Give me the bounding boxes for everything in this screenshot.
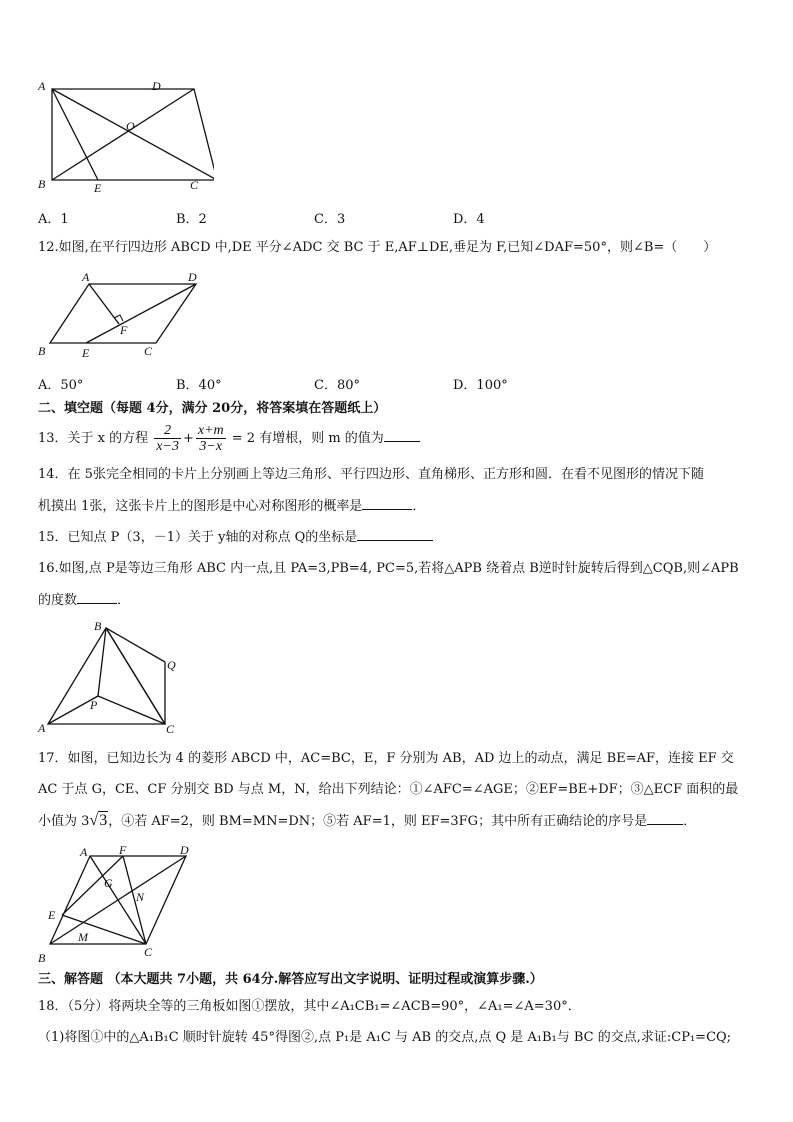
q16-answer-blank	[77, 591, 117, 604]
q13-fraction-1	[154, 423, 181, 454]
q11-option-d: D．4	[453, 212, 485, 227]
q17-line-3-pre: 小值为 3	[38, 814, 90, 829]
label-d: D	[188, 270, 197, 284]
label-m: M	[78, 930, 88, 944]
q13-fraction-2	[196, 423, 226, 454]
q12-option-c: C．80°	[314, 378, 360, 393]
q12-text: 12.如图,在平行四边形 ABCD 中,DE 平分∠ADC 交 BC 于 E,AF⊥DE,垂足为 F,已知∠DAF=50°，则∠B=（ ）	[38, 240, 717, 255]
label-q: Q	[167, 658, 176, 672]
diagonal-ac	[52, 89, 214, 180]
q14-answer-blank	[362, 497, 412, 510]
label-a: A	[82, 270, 90, 284]
label-a: A	[80, 845, 88, 859]
label-o: O	[126, 119, 135, 133]
section-2-title: 二、填空题（每题 4分，满分 20分，将答案填在答题纸上）	[38, 401, 387, 416]
q16-line-2-text: 的度数	[38, 593, 78, 608]
segment-ce	[62, 915, 146, 944]
label-d: D	[180, 843, 189, 857]
figure-q16	[34, 616, 194, 740]
label-c: C	[166, 722, 175, 736]
q18-line-1: 18．（5分）将两块全等的三角板如图①摆放，其中∠A₁CB₁=∠ACB=90°，∠A₁=∠A=30°．	[38, 999, 581, 1014]
q11-option-c: C．3	[314, 212, 346, 227]
q17-answer-blank	[647, 812, 683, 825]
label-c: C	[144, 945, 153, 959]
label-d: D	[152, 79, 161, 93]
q16-line-2	[38, 591, 130, 610]
label-b: B	[38, 177, 46, 191]
q16-end: ．	[117, 593, 131, 608]
q14-line-2-text: 机摸出 1张，这张卡片上的图形是中心对称图形的概率是	[38, 499, 363, 514]
q17-line-2: AC 于点 G，CE、CF 分别交 BD 与点 M，N，给出下列结论：①∠AFC=∠AGE；②EF=BE+DF；③△ECF 面积的最	[38, 782, 739, 797]
q13	[38, 421, 420, 457]
q18-line-2: （1)将图①中的△A₁B₁C 顺时针旋转 45°得图②,点 P₁是 A₁C 与 AB 的交点,点 Q 是 A₁B₁与 BC 的交点,求证:CP₁=CQ;	[38, 1030, 732, 1045]
q13-prefix: 13．关于 x 的方程	[38, 431, 149, 446]
figure-q11	[34, 78, 214, 198]
label-e: E	[48, 908, 56, 922]
triangle-abc	[48, 628, 165, 724]
q13-frac2-numerator: x+m	[197, 423, 224, 438]
q14-line-1: 14．在 5张完全相同的卡片上分别画上等边三角形、平行四边形、直角梯形、正方形和圆．在看不见图形的情况下随	[38, 467, 704, 482]
segment-bq	[106, 628, 165, 662]
q12-option-d: D．100°	[453, 378, 508, 393]
q14-end: ．	[412, 499, 426, 514]
segment-ef	[62, 856, 123, 915]
label-c: C	[190, 178, 199, 192]
q17-end: ．	[683, 814, 697, 829]
q17-line-1: 17．如图，已知边长为 4 的菱形 ABCD 中，AC=BC，E，F 分别为 AB，AD 边上的动点，满足 BE=AF，连接 EF 交	[38, 751, 734, 766]
label-g: G	[104, 876, 113, 890]
figure-q17	[34, 840, 199, 968]
label-c: C	[144, 344, 153, 358]
q13-frac1-denominator: x−3	[156, 439, 179, 454]
q15-answer-blank	[357, 528, 433, 541]
figure-q12	[34, 268, 209, 363]
q13-answer-blank	[384, 429, 420, 442]
segment-de	[86, 284, 196, 343]
label-b: B	[38, 344, 46, 358]
q16-line-1: 16.如图,点 P是等边三角形 ABC 内一点,且 PA=3,PB=4, PC=5,若将△APB 绕着点 B逆时针旋转后得到△CQB,则∠APB	[38, 561, 739, 576]
diagonal-bd	[52, 89, 194, 180]
segment-pc	[98, 696, 165, 724]
q17-line-3-post: ，④若 AF=2，则 BM=MN=DN；⑤若 AF=1，则 EF=3FG；其中所有正确结论的序号是	[108, 814, 648, 829]
q12-option-b: B．40°	[176, 378, 222, 393]
label-p: P	[90, 698, 98, 712]
section-3-title: 三、解答题 （本大题共 7小题，共 64分.解答应写出文字说明、证明过程或演算步骤.）	[38, 972, 543, 987]
q14-line-2	[38, 497, 425, 516]
q13-plus: +	[182, 431, 194, 446]
q17-line-3	[38, 812, 696, 831]
q15	[38, 528, 433, 547]
segment-ae	[52, 89, 98, 180]
label-a: A	[38, 79, 46, 93]
label-e: E	[82, 346, 90, 360]
label-n: N	[136, 890, 145, 904]
label-b: B	[94, 619, 102, 633]
label-a: A	[38, 721, 46, 735]
q13-frac1-numerator: 2	[154, 423, 181, 439]
q11-option-a: A．1	[38, 212, 69, 227]
q15-text: 15．已知点 P（3，－1）关于 y轴的对称点 Q的坐标是	[38, 530, 358, 545]
q11-option-b: B．2	[176, 212, 207, 227]
q17-sqrt-radicand: 3	[99, 812, 108, 829]
q13-suffix: = 2 有增根，则 m 的值为	[231, 431, 384, 446]
q17-sqrt: √3	[89, 812, 108, 829]
label-f: F	[119, 843, 127, 857]
label-f: F	[120, 323, 128, 337]
q12-option-a: A．50°	[38, 378, 84, 393]
label-b: B	[38, 951, 46, 965]
label-e: E	[94, 181, 102, 195]
q13-frac2-denominator: 3−x	[199, 439, 223, 454]
segment-bc	[106, 628, 165, 724]
